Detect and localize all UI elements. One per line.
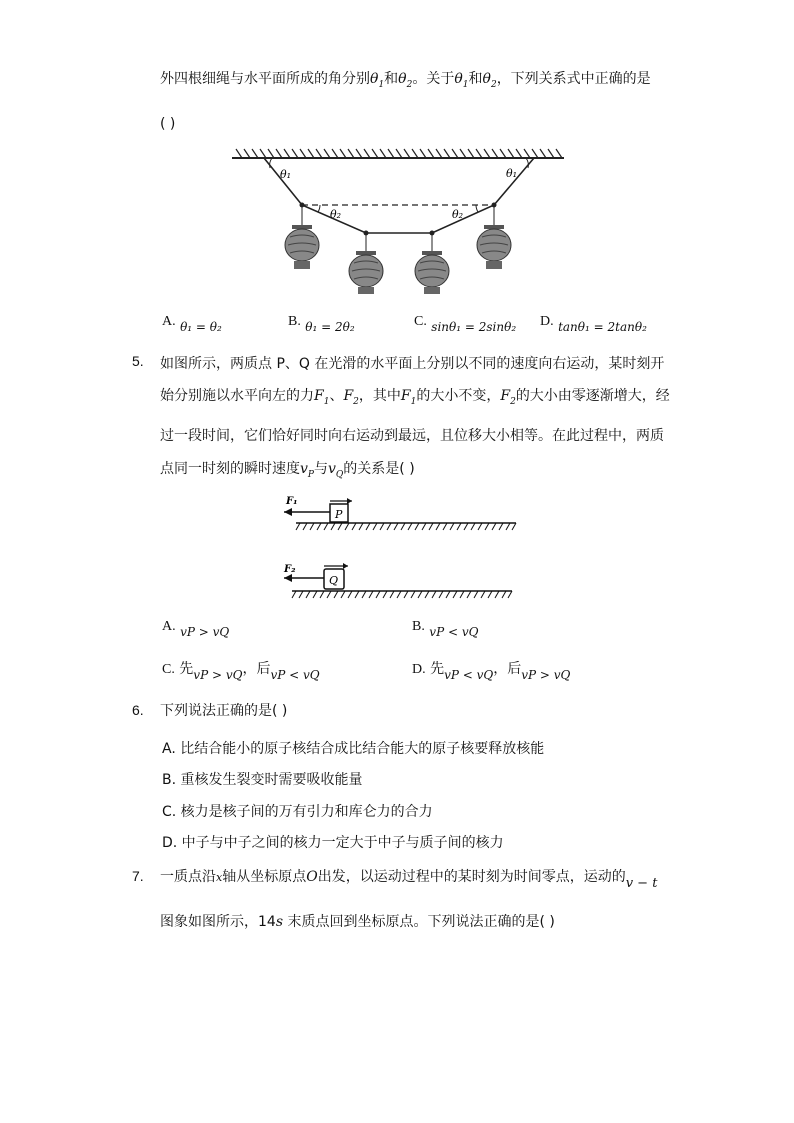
q5-text: 的关系是 [343, 461, 400, 477]
q5-text: 点同一时刻的瞬时速度 [160, 461, 300, 477]
q6-number: 6. [132, 702, 144, 718]
q7-text: 轴从坐标原点 [222, 869, 307, 885]
theta2: θ [482, 71, 491, 87]
q5-option-c[interactable] [162, 658, 320, 682]
q7-line2 [160, 911, 555, 931]
subscript: P [307, 470, 314, 480]
velocity-symbol: v [327, 461, 336, 477]
q6-text: 下列说法正确的是 [160, 703, 272, 719]
q4-option-b[interactable] [288, 313, 355, 334]
force-symbol: F [500, 388, 511, 404]
theta1: θ [454, 71, 463, 87]
theta1: θ [370, 71, 379, 87]
q6-option-c[interactable]: C. 核力是核子间的万有引力和库仑力的合力 [162, 804, 433, 820]
arrow-right-icon [343, 563, 348, 569]
option-text: ，后 [493, 661, 522, 677]
q7-text: 一质点沿 [160, 869, 216, 885]
q7-text: 图象如图所示，14 [160, 914, 276, 930]
option-expr: vP < vQ [429, 625, 479, 639]
force-label-f2: F₂ [284, 564, 296, 575]
q6-stem [160, 700, 287, 720]
q7-answer-blank: ( ) [539, 914, 555, 930]
vt-symbol: v − t [625, 876, 658, 891]
arrow-left-icon [284, 508, 292, 516]
q4-answer-blank: ( ) [160, 116, 176, 132]
q4-and: 和 [384, 71, 399, 87]
q5-text: 、 [329, 388, 344, 404]
subscript: 1 [323, 397, 330, 407]
option-letter: B. [288, 314, 301, 329]
option-expr: vP > vQ [193, 668, 243, 682]
q4-text: 。关于 [412, 71, 455, 87]
block-label-q: Q [329, 574, 339, 587]
option-letter: D. [540, 314, 554, 329]
figure-block-q [280, 558, 520, 608]
block-label-p: P [335, 508, 343, 521]
option-letter: C. [414, 314, 427, 329]
q6-answer-blank: ( ) [272, 703, 288, 719]
q6-option-d[interactable]: D. 中子与中子之间的核力一定大于中子与质子间的核力 [162, 835, 504, 851]
figure-block-p [280, 492, 520, 540]
option-letter: A. [162, 314, 176, 329]
option-text: 先 [430, 661, 445, 677]
angle-label-theta2-left: θ₂ [330, 208, 342, 221]
angle-label-theta1-left: θ₁ [280, 168, 292, 181]
q5-text: 始分别施以水平向左的力 [160, 388, 314, 404]
subscript: Q [335, 470, 344, 480]
option-expr: vP < vQ [444, 668, 494, 682]
q5-text: 与 [313, 461, 328, 477]
lantern-1 [285, 205, 319, 269]
subscript: 1 [462, 80, 469, 90]
q5-line4 [160, 458, 415, 478]
option-letter: B. [412, 619, 425, 634]
subscript: 2 [353, 397, 359, 407]
q5-option-b[interactable] [412, 618, 479, 639]
x-symbol: x [216, 871, 223, 884]
option-letter: A. [162, 619, 176, 634]
lantern-2 [349, 233, 383, 294]
q7-text: 末质点回到坐标原点。下列说法正确的是 [283, 914, 540, 930]
option-expr: θ₁ = θ₂ [180, 320, 222, 334]
q4-stem-line1 [160, 68, 651, 88]
subscript: 2 [510, 397, 516, 407]
option-text: ，后 [242, 661, 271, 677]
option-expr: sinθ₁ = 2sinθ₂ [431, 320, 517, 334]
angle-label-theta2-right: θ₂ [452, 208, 464, 221]
arrow-right-icon [347, 498, 352, 504]
angle-label-theta1-right: θ₁ [506, 167, 518, 180]
force-symbol: F [314, 388, 324, 404]
q4-text: 外四根细绳与水平面所成的角分别 [160, 71, 370, 87]
q4-option-a[interactable] [162, 313, 222, 334]
q5-answer-blank: ( ) [399, 461, 415, 477]
option-text: 先 [179, 661, 194, 677]
option-expr: tanθ₁ = 2tanθ₂ [558, 320, 647, 334]
velocity-symbol: v [300, 461, 308, 477]
force-label-f1: F₁ [286, 496, 298, 507]
origin-symbol: O [306, 869, 318, 885]
q7-text: 出发，以运动过程中的某时刻为时间零点，运动的 [317, 869, 626, 885]
q6-option-a[interactable]: A. 比结合能小的原子核结合成比结合能大的原子核要释放核能 [162, 741, 545, 757]
q5-text: 的大小不变， [416, 388, 501, 404]
q4-option-c[interactable] [414, 313, 517, 334]
q5-line3: 过一段时间，它们恰好同时向右运动到最远，且位移大小相等。在此过程中，两质 [160, 428, 664, 444]
subscript: 1 [410, 397, 417, 407]
force-symbol: F [343, 388, 354, 404]
option-expr: θ₁ = 2θ₂ [305, 320, 355, 334]
seconds-symbol: s [275, 914, 284, 930]
q7-line1 [160, 866, 658, 891]
q5-line2 [160, 385, 670, 405]
force-symbol: F [400, 388, 411, 404]
q5-option-a[interactable] [162, 618, 230, 639]
q5-line1: 如图所示，两质点 P、Q 在光滑的水平面上分别以不同的速度向右运动，某时刻开 [160, 356, 665, 372]
option-expr: vP > vQ [180, 625, 230, 639]
q4-and: 和 [468, 71, 483, 87]
q5-text: 的大小由零逐渐增大，经 [515, 388, 670, 404]
subscript: 2 [406, 80, 413, 90]
lantern-figure [228, 145, 568, 295]
arrow-left-icon [284, 574, 292, 582]
q4-text: ，下列关系式中正确的是 [496, 71, 651, 87]
option-expr: vP < vQ [270, 668, 320, 682]
q5-text: ，其中 [358, 388, 401, 404]
lantern-3 [415, 233, 449, 294]
option-expr: vP > vQ [521, 668, 571, 682]
subscript: 1 [378, 80, 385, 90]
q5-option-d[interactable] [412, 658, 571, 682]
q7-number: 7. [132, 868, 144, 884]
theta2: θ [398, 71, 407, 87]
lantern-4 [477, 205, 511, 269]
q6-option-b[interactable]: B. 重核发生裂变时需要吸收能量 [162, 772, 363, 788]
q4-option-d[interactable] [540, 313, 647, 334]
subscript: 2 [490, 80, 497, 90]
q5-number: 5. [132, 353, 144, 369]
option-letter: C. [162, 662, 175, 677]
option-letter: D. [412, 662, 426, 677]
